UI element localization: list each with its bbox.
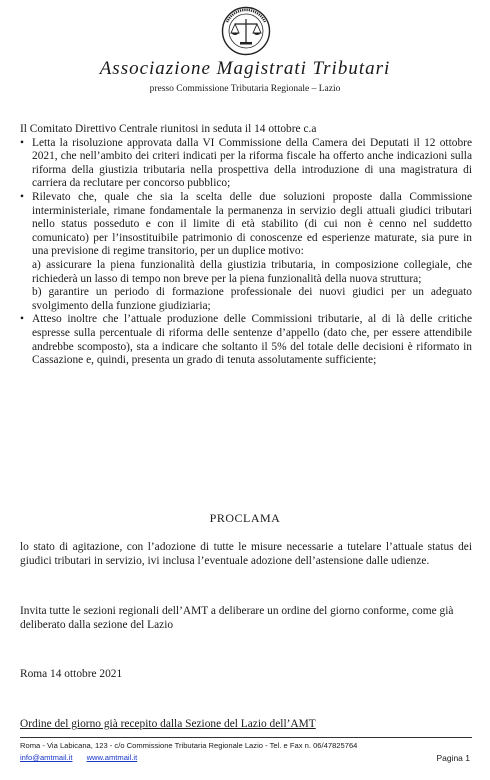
list-item <box>20 191 472 313</box>
bullet-icon: • <box>20 136 24 149</box>
consideration-text: Rilevato che, quale che sia la scelta delle due soluzioni proposte dalla Commissione interministeriale, rimane fondamentale la permanenza in servizio degli attuali giudici tributari nello status posseduto e con il limite di età stabilito (di cui non è cenno nel suddetto comunicato) per l’insostituibile patrimonio di conoscenze ed esperienze maturate, sia pure in una previsione di regime transitorio, per un duplice motivo: <box>32 190 472 258</box>
consideration-text: Letta la risoluzione approvata dalla VI Commissione della Camera dei Deputati il 12 ottobre 2021, che nell’ambito dei criteri indicati per la riforma fiscale ha offerto anche indicazioni sulla riforma della giustizia tributaria nella prospettiva della introduzione di una magistratura di carriera da reclutare per concorso pubblico; <box>32 136 472 190</box>
place-date: Roma 14 ottobre 2021 <box>20 668 123 680</box>
invite-paragraph: Invita tutte le sezioni regionali dell’AMT a deliberare un ordine del giorno conforme, come già deliberato dalla sezione del Lazio <box>20 605 454 631</box>
website-link[interactable]: www.amtmail.it <box>86 753 138 762</box>
footer-links <box>20 753 149 762</box>
email-link[interactable]: info@amtmail.it <box>20 753 73 762</box>
footer-divider <box>20 737 472 738</box>
association-seal-logo <box>221 6 271 56</box>
consideration-text: Atteso inoltre che l’attuale produzione delle Commissioni tributarie, al di là delle critiche espresse sulla percentuale di riforma delle sentenze d’appello (dato che, per essere attendibile andrebbe scomposto), sta a indicare che soltanto il 5% del totale delle decisioni è riformato in Cassazione e, quindi, presenta un grado di tenuta assolutamente sufficiente; <box>32 313 472 367</box>
resolution-body <box>20 123 472 368</box>
list-item <box>20 137 472 191</box>
list-item <box>20 313 472 367</box>
organization-name: Associazione Magistrati Tributari <box>99 58 391 79</box>
bullet-icon: • <box>20 313 24 326</box>
proclaim-paragraph: lo stato di agitazione, con l’adozione di tutte le misure necessarie a tutelare l’attuale status dei giudici tributari in servizio, ivi inclusa l’eventuale adozione dell’astensione dalle udienze. <box>20 541 472 567</box>
organization-subtitle: presso Commissione Tributaria Regionale – Lazio <box>149 84 341 94</box>
footer-address: Roma - Via Labicana, 123 - c/o Commissione Tributaria Regionale Lazio - Tel. e Fax n. 06/47825764 <box>20 741 358 750</box>
considerations-list <box>20 137 472 368</box>
bullet-icon: • <box>20 190 24 203</box>
agenda-note: Ordine del giorno già recepito dalla Sezione del Lazio dell’AMT <box>20 718 316 730</box>
sub-point-b: b) garantire un periodo di formazione professionale dei nuovi giudici per un adeguato svolgimento della funzione giudiziaria; <box>32 286 472 312</box>
proclaim-heading: PROCLAMA <box>209 511 281 525</box>
page-number: Pagina 1 <box>436 753 470 763</box>
sub-point-a: a) assicurare la piena funzionalità della giustizia tributaria, in composizione collegiale, che richiederà un lasso di tempo non breve per la piena funzionalità della nuova struttura; <box>32 258 472 285</box>
intro-paragraph: Il Comitato Direttivo Centrale riunitosi in seduta il 14 ottobre c.a <box>20 123 317 135</box>
